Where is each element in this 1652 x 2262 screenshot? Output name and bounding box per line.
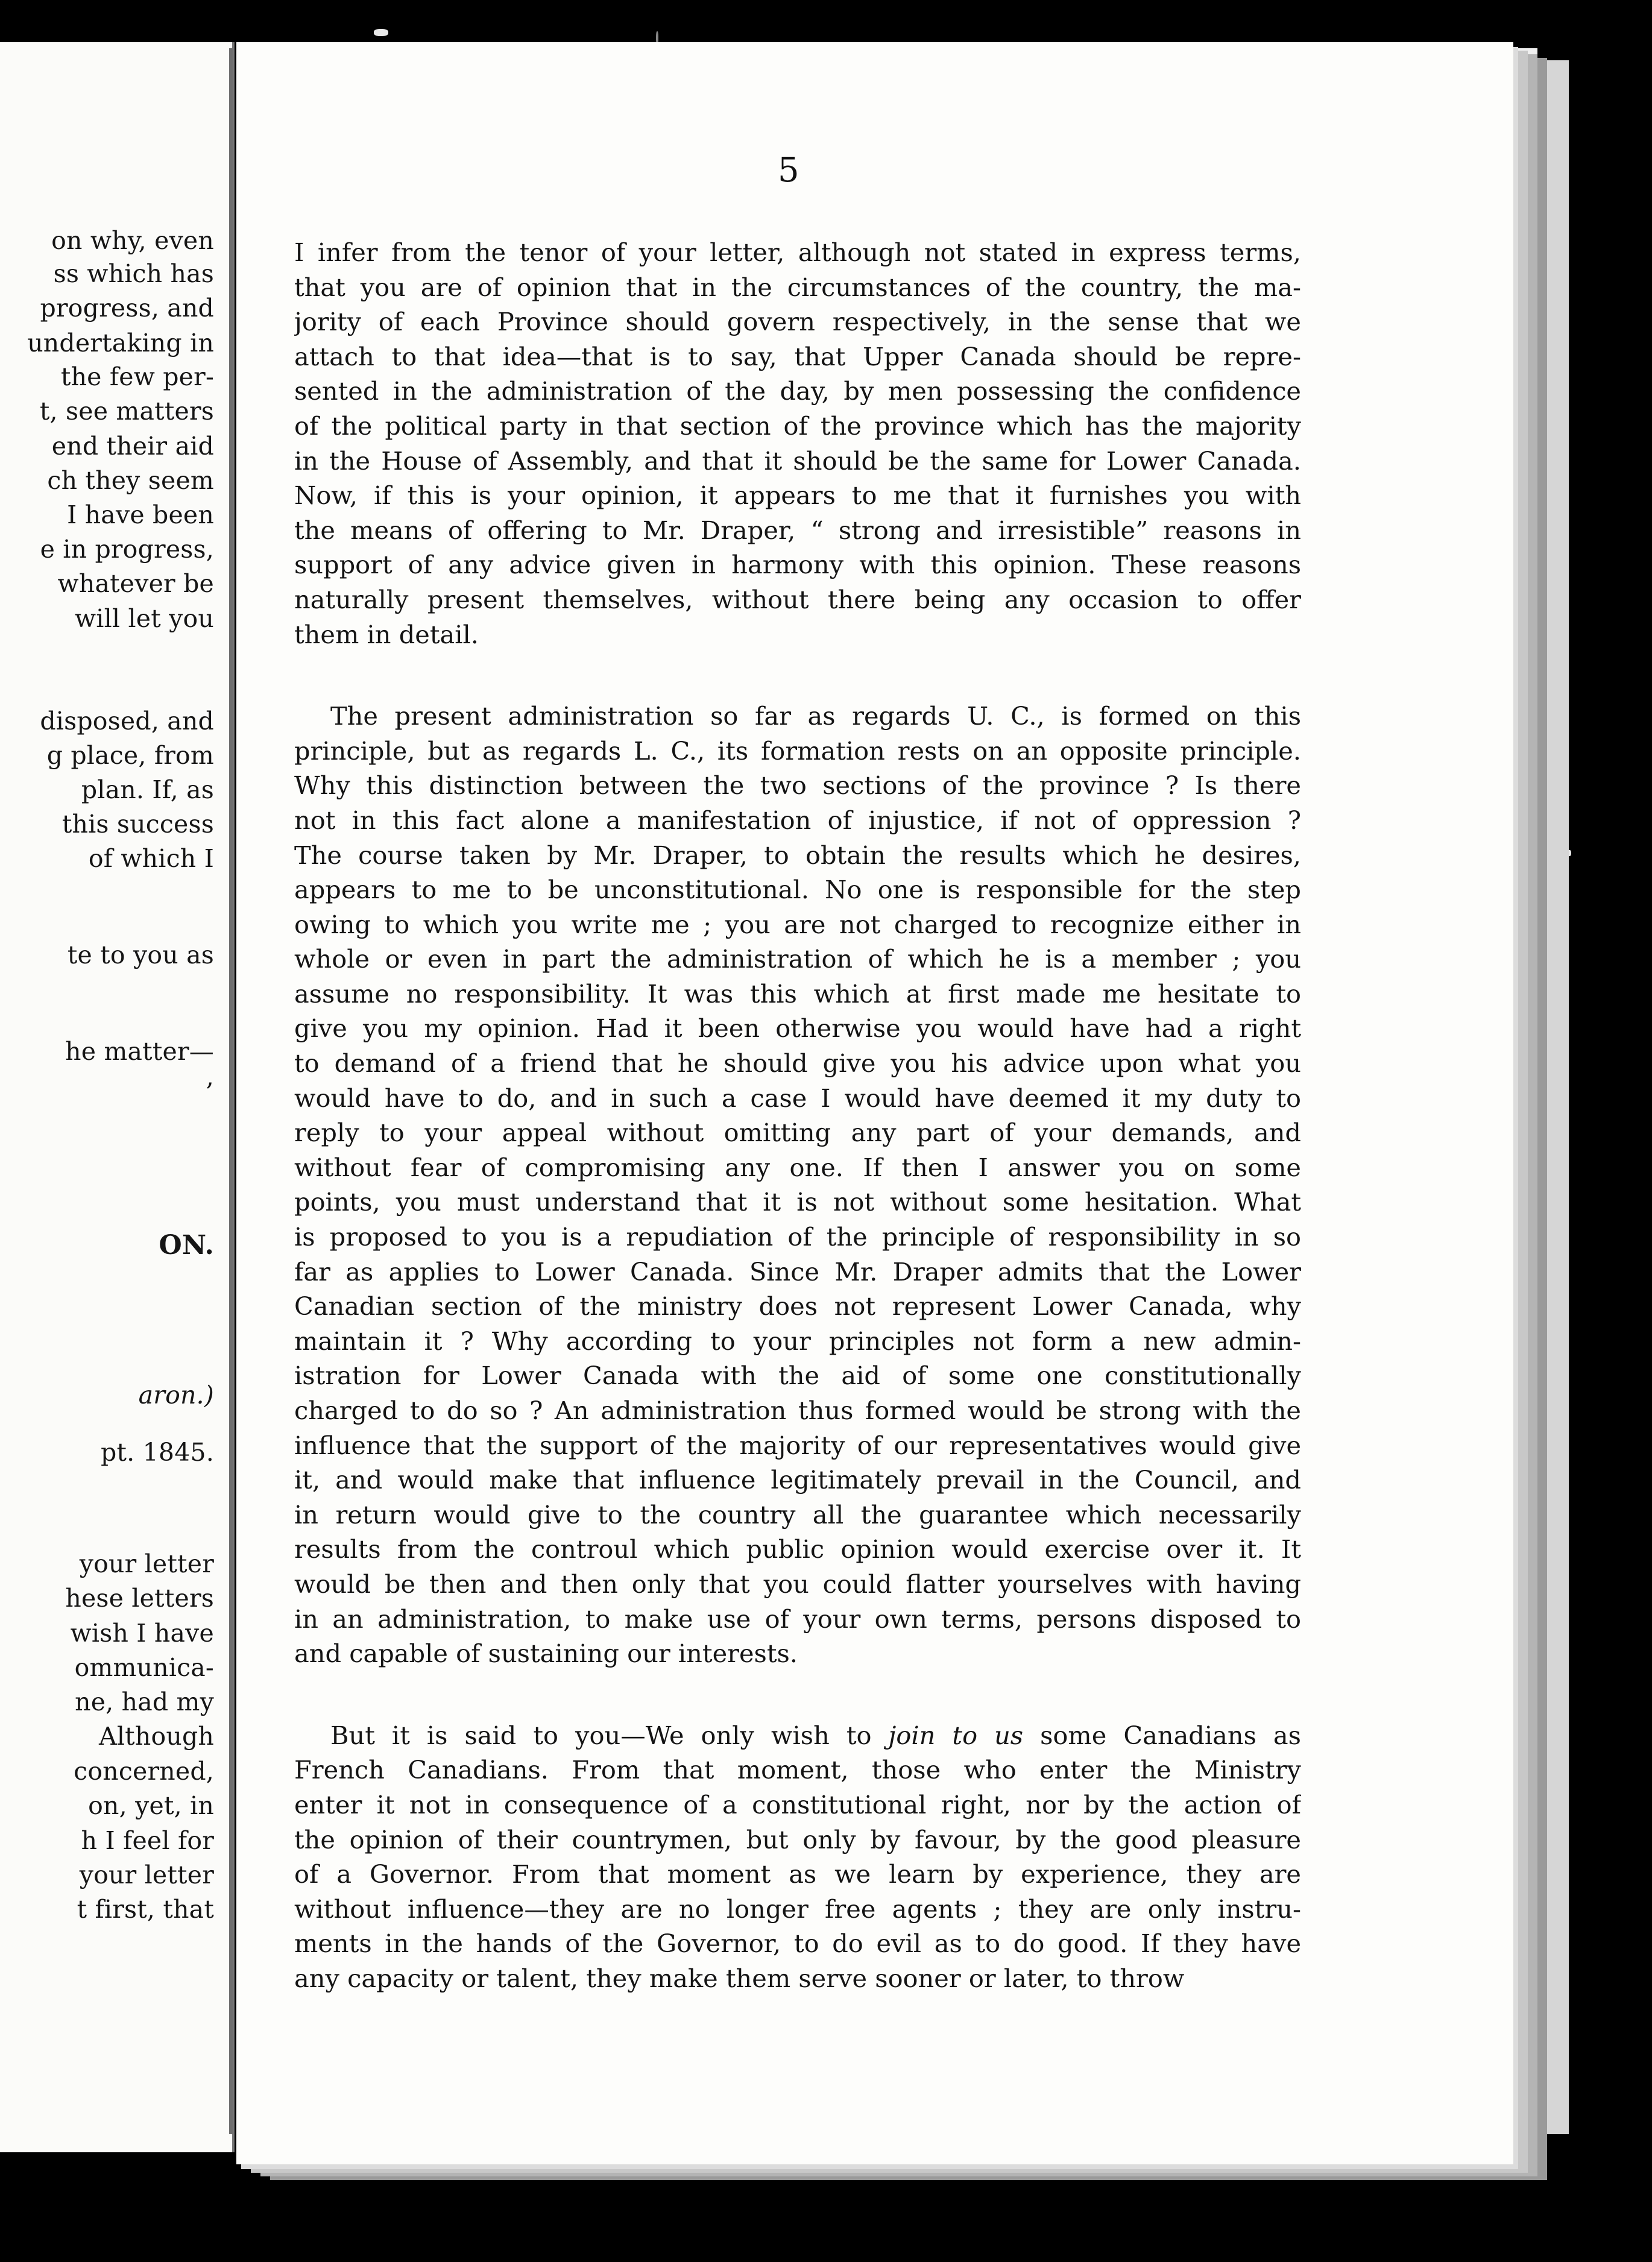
- text-line: without influence—they are no longer free agents ; they are only instru-: [294, 1894, 1301, 1924]
- left-page-fragment: Although: [99, 1722, 214, 1751]
- text-line: give you my opinion. Had it been otherwise you would have had a right: [294, 1013, 1301, 1044]
- text-line: influence that the support of the majority of our representatives would give: [294, 1430, 1301, 1460]
- text-line: the means of offering to Mr. Draper, “ strong and irresistible” reasons in: [294, 515, 1301, 545]
- paragraph: [294, 235, 1301, 652]
- text-line: The course taken by Mr. Draper, to obtain the results which he desires,: [294, 840, 1301, 870]
- left-page-fragment: ,: [206, 1062, 214, 1091]
- left-page-fragment: whatever be: [57, 569, 214, 598]
- text-line: support of any advice given in harmony with this opinion. These reasons: [294, 550, 1301, 580]
- text-line: results from the controul which public opinion would exercise over it. It: [294, 1534, 1301, 1564]
- left-page-fragment: concerned,: [74, 1757, 214, 1786]
- text-line: assume no responsibility. It was this which at first made me hesitate to: [294, 978, 1301, 1009]
- text-line: enter it not in consequence of a constitutional right, nor by the action of: [294, 1789, 1301, 1819]
- paragraph-gap: [294, 652, 1301, 699]
- left-page-fragment: h I feel for: [81, 1826, 214, 1855]
- left-page-fragment: ne, had my: [75, 1687, 214, 1716]
- text-line: principle, but as regards L. C., its formation rests on an opposite principle.: [294, 736, 1301, 766]
- left-page-fragment: g place, from: [46, 741, 214, 770]
- text-line: charged to do so ? An administration thus formed would be strong with the: [294, 1396, 1301, 1425]
- left-page-fragment: progress, and: [40, 294, 214, 323]
- text-line: reply to your appeal without omitting any part of your demands, and: [294, 1118, 1301, 1148]
- left-page-fragment: e in progress,: [40, 535, 214, 564]
- text-line: But it is said to you—We only wish to join to us some Canadians as: [330, 1720, 1301, 1750]
- left-page-fragment: plan. If, as: [81, 775, 214, 804]
- left-page-fragment: t, see matters: [39, 397, 214, 426]
- left-page-fragment: of which I: [88, 844, 214, 873]
- text-line: Why this distinction between the two sections of the province ? Is there: [294, 770, 1301, 801]
- left-page-fragment: disposed, and: [40, 707, 214, 736]
- left-page-fragment: wish I have: [70, 1619, 214, 1648]
- left-page-fragment: on, yet, in: [88, 1791, 214, 1820]
- text-line: points, you must understand that it is not without some hesitation. What: [294, 1187, 1301, 1217]
- text-line: the opinion of their countrymen, but only by favour, by the good pleasure: [294, 1824, 1301, 1854]
- text-line: The present administration so far as regards U. C., is formed on this: [330, 701, 1301, 731]
- left-page-fragment: ch they seem: [47, 466, 214, 495]
- text-line: far as applies to Lower Canada. Since Mr. Draper admits that the Lower: [294, 1256, 1301, 1287]
- paragraph: [294, 699, 1301, 1671]
- left-page-fragment: aron.): [138, 1381, 214, 1410]
- text-line: that you are of opinion that in the circumstances of the country, the ma-: [294, 272, 1301, 302]
- text-line: of the political party in that section of the province which has the majority: [294, 411, 1301, 441]
- margin-speck: [374, 29, 388, 36]
- left-page-fragment: ON.: [159, 1230, 214, 1261]
- text-line: in an administration, to make use of your own terms, persons disposed to: [294, 1604, 1301, 1634]
- text-line: maintain it ? Why according to your principles not form a new admin-: [294, 1326, 1301, 1356]
- text-line: and capable of sustaining our interests.: [294, 1639, 798, 1669]
- paragraph: [294, 1718, 1301, 1996]
- text-line: would have to do, and in such a case I would have deemed it my duty to: [294, 1083, 1301, 1113]
- text-line: I infer from the tenor of your letter, although not stated in express terms,: [294, 238, 1301, 267]
- left-page-fragment: will let you: [74, 604, 214, 633]
- text-line: them in detail.: [294, 619, 479, 649]
- paragraph-gap: [294, 1671, 1301, 1718]
- text-line: owing to which you write me ; you are not charged to recognize either in: [294, 909, 1301, 939]
- left-page-fragment: end their aid: [51, 432, 214, 461]
- left-page-fragment: your letter: [79, 1860, 214, 1889]
- left-page-fragment: ommunica-: [74, 1653, 214, 1682]
- text-line: is proposed to you is a repudiation of the principle of responsibility in so: [294, 1222, 1301, 1252]
- text-line: not in this fact alone a manifestation of injustice, if not of oppression ?: [294, 805, 1301, 835]
- text-line: would be then and then only that you could flatter yourselves with having: [294, 1569, 1301, 1599]
- left-page-fragment: the few per-: [60, 362, 214, 391]
- left-page-fragment: undertaking in: [27, 329, 214, 358]
- text-line: to demand of a friend that he should give you his advice upon what you: [294, 1048, 1301, 1079]
- text-line: Now, if this is your opinion, it appears to me that it furnishes you with: [294, 480, 1301, 511]
- text-line: in the House of Assembly, and that it should be the same for Lower Canada.: [294, 446, 1301, 476]
- text-line: any capacity or talent, they make them serve sooner or later, to throw: [294, 1963, 1185, 1993]
- text-line: naturally present themselves, without there being any occasion to offer: [294, 584, 1301, 614]
- left-page-fragment: ss which has: [53, 259, 214, 288]
- left-page-fragment: pt. 1845.: [101, 1438, 214, 1467]
- text-line: istration for Lower Canada with the aid of some one constitutionally: [294, 1361, 1301, 1391]
- left-page-fragment: hese letters: [65, 1584, 214, 1613]
- page-number: 5: [778, 151, 799, 190]
- page-edge: [1537, 60, 1569, 2134]
- gutter-line: [229, 48, 233, 2134]
- text-line: in return would give to the country all the guarantee which necessarily: [294, 1499, 1301, 1530]
- left-page-fragment: I have been: [67, 500, 214, 529]
- left-page-fragment: te to you as: [67, 940, 214, 969]
- text-line: of a Governor. From that moment as we learn by experience, they are: [294, 1859, 1301, 1889]
- text-line: without fear of compromising any one. If then I answer you on some: [294, 1152, 1301, 1182]
- left-page-fragment: this success: [61, 810, 214, 839]
- text-line: ments in the hands of the Governor, to do evil as to do good. If they have: [294, 1929, 1301, 1959]
- text-line: Canadian section of the ministry does not represent Lower Canada, why: [294, 1291, 1301, 1322]
- body-text: [294, 235, 1301, 1996]
- left-page-fragment: t first, that: [77, 1895, 214, 1924]
- left-page-fragment: he matter—: [65, 1037, 214, 1066]
- text-line: jority of each Province should govern respectively, in the sense that we: [294, 307, 1301, 337]
- left-page: [0, 42, 235, 2152]
- text-line: it, and would make that influence legitimately prevail in the Council, and: [294, 1465, 1301, 1495]
- text-line: appears to me to be unconstitutional. No one is responsible for the step: [294, 875, 1301, 905]
- text-line: whole or even in part the administration of which he is a member ; you: [294, 944, 1301, 974]
- text-line: French Canadians. From that moment, those who enter the Ministry: [294, 1755, 1301, 1785]
- left-page-fragment: your letter: [79, 1549, 214, 1578]
- left-page-fragment: on why, even: [51, 226, 214, 255]
- text-line: sented in the administration of the day, by men possessing the confidence: [294, 376, 1301, 406]
- text-line: attach to that idea—that is to say, that Upper Canada should be repre-: [294, 341, 1301, 371]
